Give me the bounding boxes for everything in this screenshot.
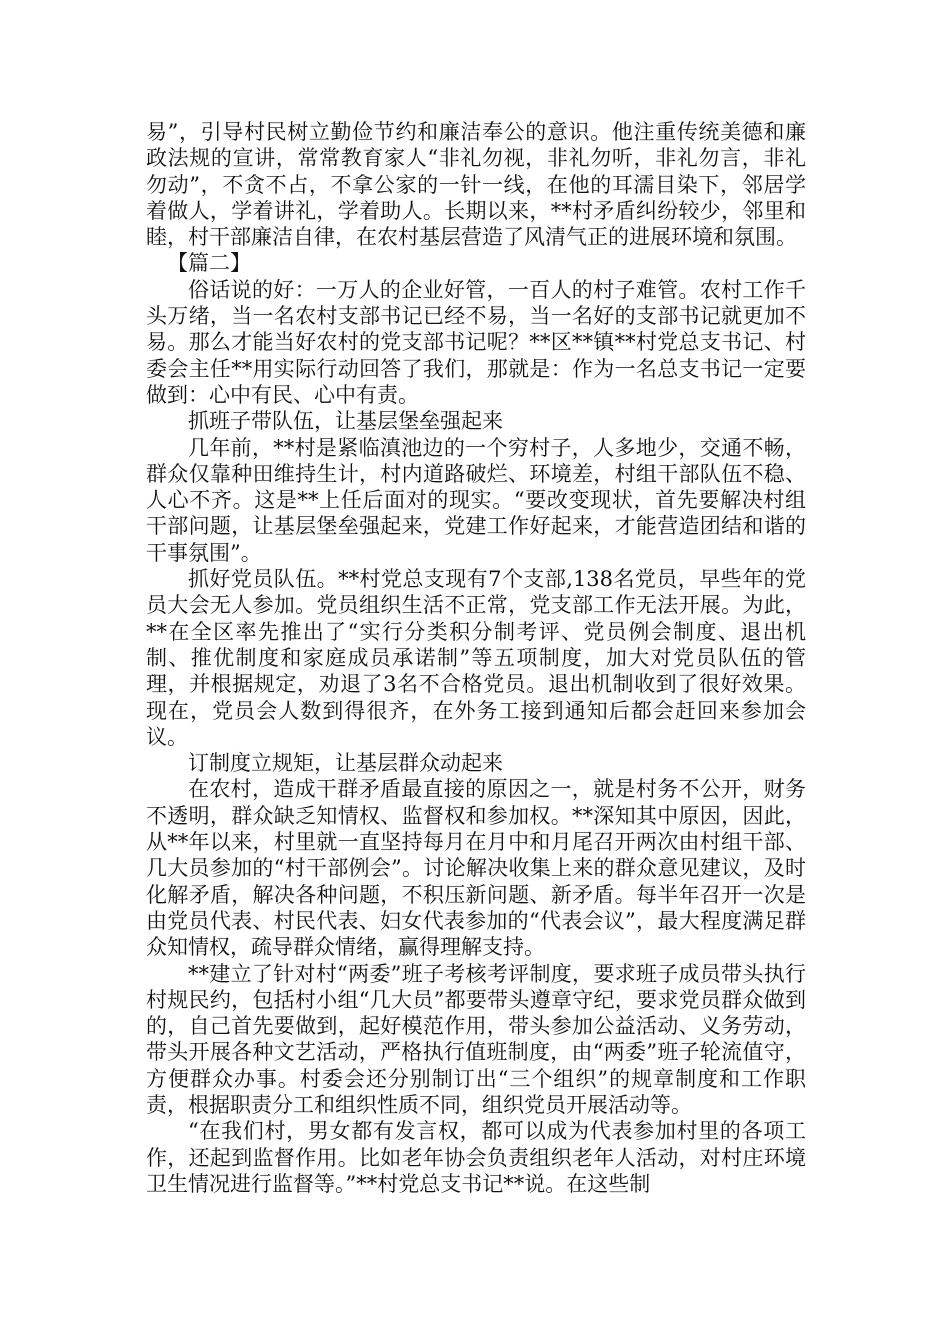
subheading-team: 抓班子带队伍，让基层堡垒强起来 — [188, 409, 503, 434]
paragraph-village-affairs: 在农村，造成干群矛盾最直接的原因之一，就是村务不公开，财务不透明，群众缺乏知情权、监督权和参加权。**深知其中原因，因此，从**年以来，村里就一直坚持每月在月中和月尾召开两次由村组干部、几大员参加的“村干部例会”。讨论解决收集上来的群众意见建议，及时化解矛盾，解决各种问题，不积压新问题、新矛盾。每半年召开一次是由党员代表、村民代表、妇女代表参加的“代表会议”，最大程度满足群众知情权，疏导群众情绪，赢得理解支持。 — [146, 777, 806, 960]
section-heading-pian-er: 【篇二】 — [167, 251, 251, 276]
subheading-rules: 订制度立规矩，让基层群众动起来 — [188, 751, 503, 776]
paragraph-quote: “在我们村，男女都有发言权，都可以成为代表参加村里的各项工作，还起到监督作用。比如老年协会负责组织老年人活动，对村庄环境卫生情况进行监督等。”**村党总支书记**说。在这些制 — [146, 1119, 806, 1196]
paragraph-party-members: 抓好党员队伍。**村党总支现有7个支部,138名党员，早些年的党员大会无人参加。党员组织生活不正常，党支部工作无法开展。为此，**在全区率先推出了“实行分类积分制考评、党员例会制度、退出机制、推优制度和家庭成员承诺制”等五项制度，加大对党员队伍的管理，并根据规定，劝退了3名不合格党员。退出机制收到了很好效果。现在，党员会人数到得很齐，在外务工接到通知后都会赶回来参加会议。 — [146, 567, 806, 749]
paragraph-history: 几年前，**村是紧临滇池边的一个穷村子，人多地少，交通不畅，群众仅靠种田维持生计，村内道路破烂、环境差，村组干部队伍不稳、人心不齐。这是**上任后面对的现实。“要改变现状，首先要解决村组干部问题，让基层堡垒强起来，党建工作好起来，才能营造团结和谐的干事氛围”。 — [146, 435, 806, 565]
document-body — [146, 119, 806, 1197]
paragraph-assessment: **建立了针对村“两委”班子考核考评制度，要求班子成员带头执行村规民约，包括村小组“几大员”都要带头遵章守纪，要求党员群众做到的，自己首先要做到，起好模范作用，带头参加公益活动、义务劳动，带头开展各种文艺活动，严格执行值班制度，由“两委”班子轮流值守，方便群众办事。村委会还分别制订出“三个组织”的规章制度和工作职责，根据职责分工和组织性质不同，组织党员开展活动等。 — [146, 961, 806, 1117]
paragraph-intro: 俗话说的好：一万人的企业好管，一百人的村子难管。农村工作千头万绪，当一名农村支部书记已经不易，当一名好的支部书记就更加不易。那么才能当好农村的党支部书记呢？**区**镇**村党总支书记、村委会主任**用实际行动回答了我们，那就是：作为一名总支书记一定要做到：心中有民、心中有责。 — [146, 277, 806, 407]
paragraph-continued: 易”，引导村民树立勤俭节约和廉洁奉公的意识。他注重传统美德和廉政法规的宣讲，常常教育家人“非礼勿视，非礼勿听，非礼勿言，非礼勿动”，不贪不占，不拿公家的一针一线，在他的耳濡目染下，邻居学着做人，学着讲礼，学着助人。长期以来，**村矛盾纠纷较少，邻里和睦，村干部廉洁自律，在农村基层营造了风清气正的进展环境和氛围。 — [146, 120, 806, 250]
